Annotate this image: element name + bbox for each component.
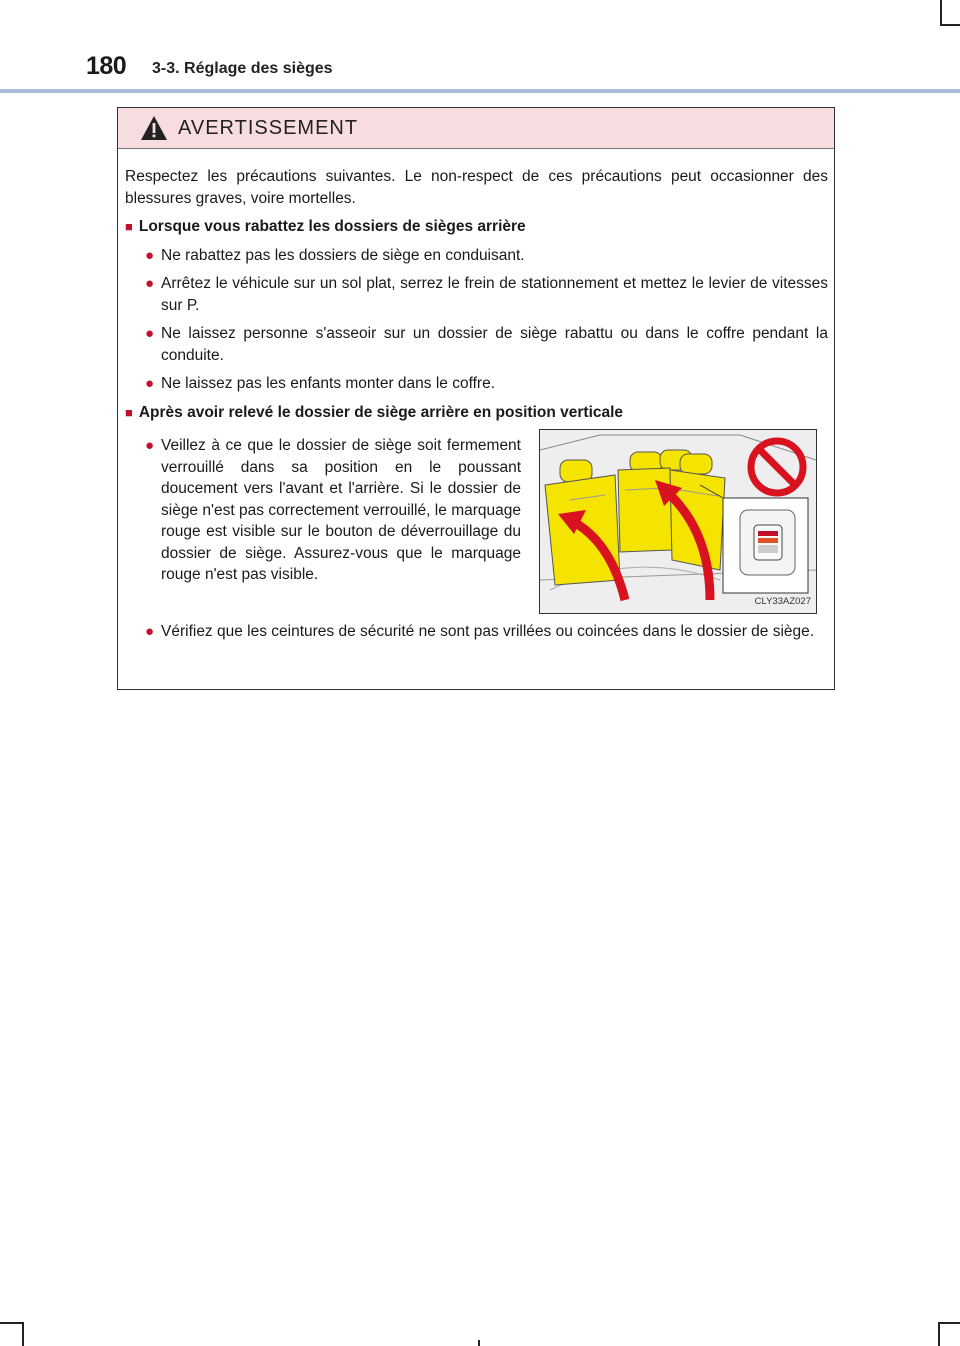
warning-title: AVERTISSEMENT	[178, 116, 359, 139]
round-bullet-icon: ●	[145, 437, 155, 454]
warning-body	[118, 166, 834, 643]
crop-mark	[22, 1322, 24, 1346]
list-item-text: Ne rabattez pas les dossiers de siège en conduisant.	[161, 246, 525, 264]
crop-mark	[478, 1340, 480, 1346]
list-item-text: Arrêtez le véhicule sur un sol plat, serrez le frein de stationnement et mettez le levier de vitesses sur P.	[161, 275, 828, 314]
warning-triangle-icon	[140, 115, 168, 141]
list-item-text: Ne laissez personne s'asseoir sur un dossier de siège rabattu ou dans le coffre pendant la conduite.	[161, 325, 828, 364]
bullet-with-figure	[125, 429, 828, 614]
list-item-text: Ne laissez pas les enfants monter dans le coffre.	[161, 375, 495, 392]
section-heading-text: Lorsque vous rabattez les dossiers de sièges arrière	[138, 218, 526, 235]
list-item-text: Vérifiez que les ceintures de sécurité ne sont pas vrillées ou coincées dans le dossier de siège.	[161, 623, 815, 640]
list-item-text: Veillez à ce que le dossier de siège soit fermement verrouillé dans sa position en le poussant doucement vers l'avant et l'arrière. Si le dossier de siège n'est pas correctement verrouillé, le marquage rouge est visible sur le bouton de déverrouillage du dossier de siège. Assurez-vous que le marquage rouge n'est pas visible.	[161, 437, 521, 583]
square-bullet-icon: ■	[125, 404, 133, 420]
figure-code: CLY33AZ027	[754, 595, 811, 607]
warning-intro: Respectez les précautions suivantes. Le non-respect de ces précautions peut occasionner des blessures graves, voire mortelles.	[125, 168, 828, 207]
section-title: 3-3. Réglage des sièges	[152, 60, 333, 77]
round-bullet-icon: ●	[145, 246, 155, 264]
page-number: 180	[86, 52, 127, 80]
list-item	[145, 435, 521, 614]
square-bullet-icon: ■	[125, 219, 133, 234]
warning-box	[117, 107, 835, 690]
crop-mark	[940, 0, 942, 24]
list-item	[145, 273, 828, 316]
list-item	[145, 373, 828, 395]
section-heading-text: Après avoir relevé le dossier de siège arrière en position verticale	[138, 403, 624, 421]
crop-mark	[940, 24, 960, 26]
round-bullet-icon: ●	[145, 325, 155, 342]
round-bullet-icon: ●	[145, 623, 155, 640]
list-item	[145, 621, 828, 643]
round-bullet-icon: ●	[145, 275, 155, 292]
crop-mark	[0, 1322, 22, 1324]
list-item	[145, 245, 828, 267]
header-rule	[0, 89, 960, 93]
seat-figure	[539, 429, 817, 614]
warning-header	[118, 108, 834, 149]
crop-mark	[938, 1322, 940, 1346]
round-bullet-icon: ●	[145, 375, 155, 392]
list-item	[145, 323, 828, 366]
rear-seat-illustration	[540, 430, 816, 613]
section-heading	[125, 216, 828, 238]
section-heading	[125, 402, 828, 424]
crop-mark	[938, 1322, 960, 1324]
